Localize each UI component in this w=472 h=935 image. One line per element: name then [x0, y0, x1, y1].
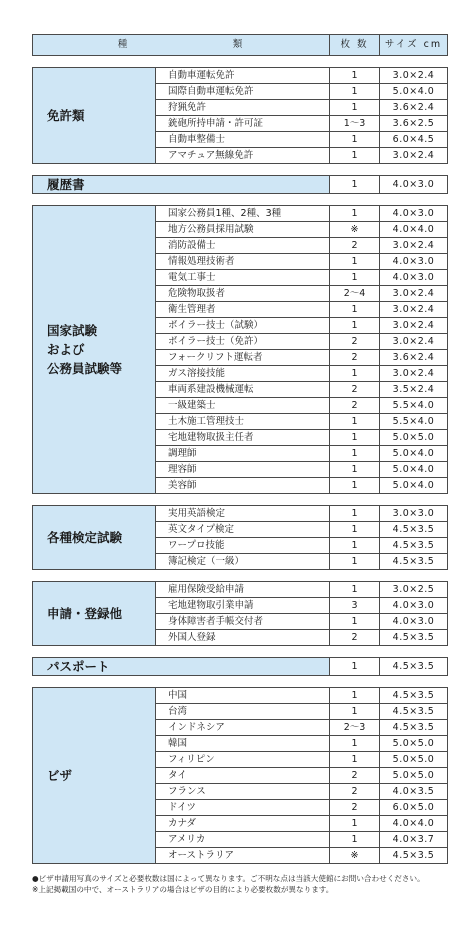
item-cell: 車両系建設機械運転 [156, 382, 330, 398]
item-cell: 身体障害者手帳交付者 [156, 614, 330, 630]
photo-size-table [32, 34, 447, 864]
item-cell: 地方公務員採用試験 [156, 222, 330, 238]
item-cell: 韓国 [156, 736, 330, 752]
count-cell: 1 [330, 206, 380, 222]
item-cell: 一級建築士 [156, 398, 330, 414]
size-cell: 4.5×3.5 [380, 554, 448, 570]
size-cell: 4.5×3.5 [380, 522, 448, 538]
item-cell: 国際自動車運転免許 [156, 84, 330, 100]
section-gap [33, 676, 448, 688]
count-cell: 2 [330, 382, 380, 398]
section-category: パスポート [33, 658, 330, 676]
gap-cell [33, 646, 448, 658]
item-cell: 宅地建物取扱主任者 [156, 430, 330, 446]
item-cell: 電気工事士 [156, 270, 330, 286]
size-cell: 4.0×4.0 [380, 222, 448, 238]
footnote-australia: ※上記掲載国の中で、オーストラリアの場合はビザの目的により必要枚数が異なります。 [32, 885, 334, 894]
item-cell: ワープロ技能 [156, 538, 330, 554]
count-cell: 1 [330, 506, 380, 522]
section-gap [33, 570, 448, 582]
count-cell: 1 [330, 736, 380, 752]
count-cell: 1 [330, 302, 380, 318]
count-cell: 1 [330, 478, 380, 494]
item-cell: ドイツ [156, 800, 330, 816]
size-cell: 3.0×2.5 [380, 582, 448, 598]
size-cell: 3.6×2.5 [380, 116, 448, 132]
count-cell: 1 [330, 522, 380, 538]
count-cell: 2 [330, 768, 380, 784]
count-cell: 1 [330, 430, 380, 446]
count-cell: 1 [330, 318, 380, 334]
item-cell: フランス [156, 784, 330, 800]
count-cell: 1 [330, 832, 380, 848]
size-cell: 4.0×3.7 [380, 832, 448, 848]
size-cell: 4.5×3.5 [380, 720, 448, 736]
item-cell: 理容師 [156, 462, 330, 478]
size-cell: 4.0×3.0 [380, 206, 448, 222]
item-cell: ガス溶接技能 [156, 366, 330, 382]
gap-cell [33, 494, 448, 506]
section-category: 国家試験 および 公務員試験等 [33, 206, 156, 494]
size-cell: 3.0×2.4 [380, 286, 448, 302]
item-cell: フィリピン [156, 752, 330, 768]
count-cell: 2 [330, 800, 380, 816]
count-cell: 1 [330, 68, 380, 84]
size-cell: 5.5×4.0 [380, 398, 448, 414]
item-cell: ボイラー技士（免許） [156, 334, 330, 350]
size-cell: 4.5×3.5 [380, 688, 448, 704]
gap-cell [33, 194, 448, 206]
size-table [32, 34, 448, 864]
section-category: 各種検定試験 [33, 506, 156, 570]
size-cell: 3.0×2.4 [380, 366, 448, 382]
count-cell: 2 [330, 334, 380, 350]
size-cell: 5.0×4.0 [380, 446, 448, 462]
item-cell: 調理師 [156, 446, 330, 462]
section-gap [33, 646, 448, 658]
item-cell: タイ [156, 768, 330, 784]
footnotes [32, 873, 452, 895]
section-single-row [33, 176, 448, 194]
item-cell: 狩猟免許 [156, 100, 330, 116]
count-cell: 1 [330, 254, 380, 270]
table-row [33, 688, 448, 704]
count-cell: 2〜4 [330, 286, 380, 302]
count-cell: 2 [330, 784, 380, 800]
count-cell: 1 [330, 100, 380, 116]
item-cell: アマチュア無線免許 [156, 148, 330, 164]
section-category: 履歴書 [33, 176, 330, 194]
count-cell: 1 [330, 704, 380, 720]
count-cell: 2 [330, 398, 380, 414]
item-cell: 銃砲所持申請・許可証 [156, 116, 330, 132]
section-gap [33, 494, 448, 506]
gap-cell [33, 676, 448, 688]
gap-cell [33, 56, 448, 68]
size-cell: 4.5×3.5 [380, 538, 448, 554]
item-cell: 国家公務員1種、2種、3種 [156, 206, 330, 222]
section-gap [33, 164, 448, 176]
count-cell: 2 [330, 350, 380, 366]
count-cell: 2 [330, 238, 380, 254]
size-cell: 6.0×4.5 [380, 132, 448, 148]
footnote-visa: ●ビザ申請用写真のサイズと必要枚数は国によって異なります。ご不明な点は当該大使館にお問い合わせください。 [32, 874, 425, 883]
size-cell: 3.0×2.4 [380, 302, 448, 318]
item-cell: 雇用保険受給申請 [156, 582, 330, 598]
section-category: 免許類 [33, 68, 156, 164]
size-cell: 4.5×3.5 [380, 658, 448, 676]
count-cell: 1 [330, 84, 380, 100]
count-cell: 1 [330, 816, 380, 832]
count-cell: 1 [330, 366, 380, 382]
count-cell: 1 [330, 462, 380, 478]
item-cell: 実用英語検定 [156, 506, 330, 522]
size-cell: 4.5×3.5 [380, 848, 448, 864]
size-cell: 3.0×2.4 [380, 318, 448, 334]
item-cell: ボイラー技士（試験） [156, 318, 330, 334]
size-cell: 4.5×3.5 [380, 630, 448, 646]
size-cell: 3.0×2.4 [380, 148, 448, 164]
count-cell: 1 [330, 414, 380, 430]
size-cell: 4.0×3.0 [380, 614, 448, 630]
size-cell: 3.6×2.4 [380, 350, 448, 366]
size-cell: 5.5×4.0 [380, 414, 448, 430]
item-cell: オーストラリア [156, 848, 330, 864]
item-cell: 中国 [156, 688, 330, 704]
item-cell: 自動車整備士 [156, 132, 330, 148]
table-row [33, 506, 448, 522]
item-cell: 簿記検定（一級） [156, 554, 330, 570]
size-cell: 3.6×2.4 [380, 100, 448, 116]
size-cell: 3.0×2.4 [380, 238, 448, 254]
size-cell: 4.0×3.0 [380, 176, 448, 194]
table-header-row [33, 35, 448, 56]
size-cell: 4.0×3.5 [380, 784, 448, 800]
count-cell: ※ [330, 848, 380, 864]
item-cell: 美容師 [156, 478, 330, 494]
size-cell: 6.0×5.0 [380, 800, 448, 816]
item-cell: 消防設備士 [156, 238, 330, 254]
table-row [33, 206, 448, 222]
size-cell: 4.0×3.0 [380, 254, 448, 270]
count-cell: 1 [330, 148, 380, 164]
section-category: ビザ [33, 688, 156, 864]
header-category: 種 類 [33, 35, 330, 56]
item-cell: 外国人登録 [156, 630, 330, 646]
count-cell: 2〜3 [330, 720, 380, 736]
count-cell: 1 [330, 176, 380, 194]
size-cell: 3.0×3.0 [380, 506, 448, 522]
section-gap [33, 194, 448, 206]
item-cell: 土木施工管理技士 [156, 414, 330, 430]
size-cell: 4.0×3.0 [380, 598, 448, 614]
gap-cell [33, 164, 448, 176]
count-cell: 1 [330, 614, 380, 630]
item-cell: 自動車運転免許 [156, 68, 330, 84]
header-size: サイズ cm [380, 35, 448, 56]
gap-cell [33, 570, 448, 582]
section-single-row [33, 658, 448, 676]
item-cell: 衛生管理者 [156, 302, 330, 318]
size-cell: 5.0×5.0 [380, 430, 448, 446]
item-cell: インドネシア [156, 720, 330, 736]
size-cell: 4.5×3.5 [380, 704, 448, 720]
section-gap [33, 56, 448, 68]
count-cell: 1〜3 [330, 116, 380, 132]
count-cell: 1 [330, 538, 380, 554]
count-cell: ※ [330, 222, 380, 238]
size-cell: 4.0×3.0 [380, 270, 448, 286]
count-cell: 1 [330, 446, 380, 462]
size-cell: 5.0×4.0 [380, 478, 448, 494]
size-cell: 3.5×2.4 [380, 382, 448, 398]
item-cell: フォークリフト運転者 [156, 350, 330, 366]
item-cell: 英文タイプ検定 [156, 522, 330, 538]
item-cell: 宅地建物取引業申請 [156, 598, 330, 614]
item-cell: カナダ [156, 816, 330, 832]
count-cell: 3 [330, 598, 380, 614]
size-cell: 5.0×5.0 [380, 752, 448, 768]
item-cell: アメリカ [156, 832, 330, 848]
table-row [33, 582, 448, 598]
count-cell: 1 [330, 752, 380, 768]
item-cell: 台湾 [156, 704, 330, 720]
item-cell: 情報処理技術者 [156, 254, 330, 270]
size-cell: 3.0×2.4 [380, 334, 448, 350]
count-cell: 1 [330, 270, 380, 286]
count-cell: 1 [330, 688, 380, 704]
size-cell: 5.0×5.0 [380, 736, 448, 752]
count-cell: 1 [330, 132, 380, 148]
count-cell: 1 [330, 658, 380, 676]
size-cell: 5.0×5.0 [380, 768, 448, 784]
section-category: 申請・登録他 [33, 582, 156, 646]
count-cell: 1 [330, 554, 380, 570]
table-row [33, 68, 448, 84]
size-cell: 5.0×4.0 [380, 462, 448, 478]
size-cell: 3.0×2.4 [380, 68, 448, 84]
header-count: 枚 数 [330, 35, 380, 56]
size-cell: 4.0×4.0 [380, 816, 448, 832]
item-cell: 危険物取扱者 [156, 286, 330, 302]
size-cell: 5.0×4.0 [380, 84, 448, 100]
count-cell: 1 [330, 582, 380, 598]
count-cell: 2 [330, 630, 380, 646]
